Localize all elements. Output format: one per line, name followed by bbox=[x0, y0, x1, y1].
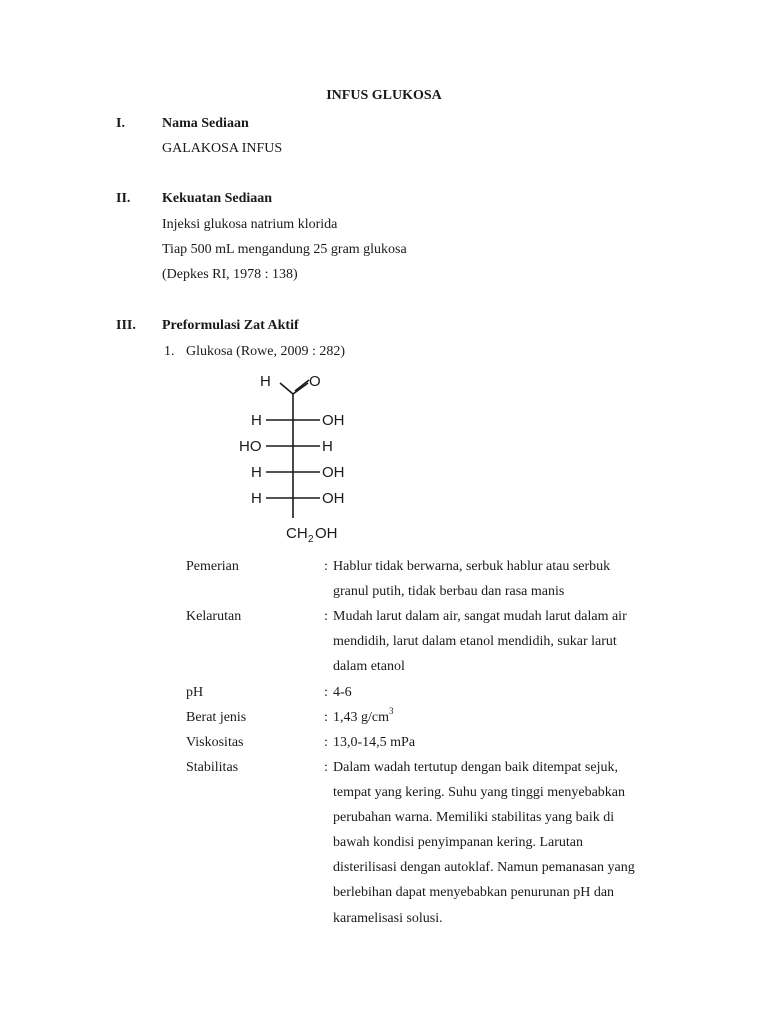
structure-bottom-ch: CH bbox=[286, 525, 308, 542]
property-label: Stabilitas bbox=[186, 760, 239, 775]
list-item-label: Glukosa (Rowe, 2009 : 282) bbox=[186, 344, 346, 359]
property-value-line: mendidih, larut dalam etanol mendidih, sukar larut bbox=[333, 634, 617, 649]
property-label: Kelarutan bbox=[186, 609, 242, 624]
property-value-line: Dalam wadah tertutup dengan baik ditempat sejuk, bbox=[333, 760, 618, 775]
section-line: (Depkes RI, 1978 : 138) bbox=[162, 267, 298, 282]
property-value-line: dalam etanol bbox=[333, 659, 405, 674]
property-value-line: 4-6 bbox=[333, 685, 352, 700]
structure-row-right: OH bbox=[322, 490, 345, 507]
list-item-number: 1. bbox=[164, 344, 175, 359]
property-label: Berat jenis bbox=[186, 710, 247, 725]
structure-row-left: H bbox=[251, 464, 262, 481]
property-value-superscript: 3 bbox=[389, 706, 394, 717]
property-value-line: bawah kondisi penyimpanan kering. Larutan bbox=[333, 835, 583, 850]
section-number: I. bbox=[116, 116, 125, 131]
property-value-line: granul putih, tidak berbau dan rasa manis bbox=[333, 584, 565, 599]
structure-top-o: O bbox=[309, 373, 321, 390]
property-colon: : bbox=[324, 685, 328, 700]
section-heading: Preformulasi Zat Aktif bbox=[162, 318, 299, 333]
structure-top-h: H bbox=[260, 373, 271, 390]
section-number: III. bbox=[116, 318, 136, 333]
property-value-line: perubahan warna. Memiliki stabilitas yang baik di bbox=[333, 810, 615, 825]
structure-row-left: H bbox=[251, 412, 262, 429]
section-line: GALAKOSA INFUS bbox=[162, 141, 283, 156]
structure-row-left: H bbox=[251, 490, 262, 507]
structure-bottom-subscript: 2 bbox=[308, 534, 314, 542]
property-value-line: berlebihan dapat menyebabkan penurunan pH dan bbox=[333, 885, 615, 900]
property-label: pH bbox=[186, 685, 204, 700]
section-line: Injeksi glukosa natrium klorida bbox=[162, 217, 338, 232]
property-value-line: Mudah larut dalam air, sangat mudah larut dalam air bbox=[333, 609, 627, 624]
section-number: II. bbox=[116, 191, 131, 206]
structure-row-right: OH bbox=[322, 412, 345, 429]
property-colon: : bbox=[324, 559, 328, 574]
structure-bottom-oh: OH bbox=[315, 525, 338, 542]
structure-row-left: HO bbox=[239, 438, 262, 455]
document-title: INFUS GLUKOSA bbox=[326, 88, 442, 103]
property-value-text: 1,43 g/cm bbox=[333, 710, 389, 725]
property-value-line: disterilisasi dengan autoklaf. Namun pemanasan yang bbox=[333, 860, 635, 875]
property-label: Pemerian bbox=[186, 559, 239, 574]
property-colon: : bbox=[324, 760, 328, 775]
property-value-line: tempat yang kering. Suhu yang tinggi menyebabkan bbox=[333, 785, 625, 800]
property-label: Viskositas bbox=[186, 735, 244, 750]
section-heading: Kekuatan Sediaan bbox=[162, 191, 273, 206]
property-value-line: 13,0-14,5 mPa bbox=[333, 735, 416, 750]
section-line: Tiap 500 mL mengandung 25 gram glukosa bbox=[162, 242, 407, 257]
structure-row-right: OH bbox=[322, 464, 345, 481]
section-heading: Nama Sediaan bbox=[162, 116, 249, 131]
glucose-structure-diagram bbox=[232, 366, 362, 542]
property-colon: : bbox=[324, 710, 328, 725]
property-value-line: karamelisasi solusi. bbox=[333, 911, 443, 926]
property-colon: : bbox=[324, 735, 328, 750]
structure-row-right: H bbox=[322, 438, 333, 455]
property-value-line bbox=[333, 706, 394, 725]
property-colon: : bbox=[324, 609, 328, 624]
property-value-line: Hablur tidak berwarna, serbuk hablur atau serbuk bbox=[333, 559, 611, 574]
